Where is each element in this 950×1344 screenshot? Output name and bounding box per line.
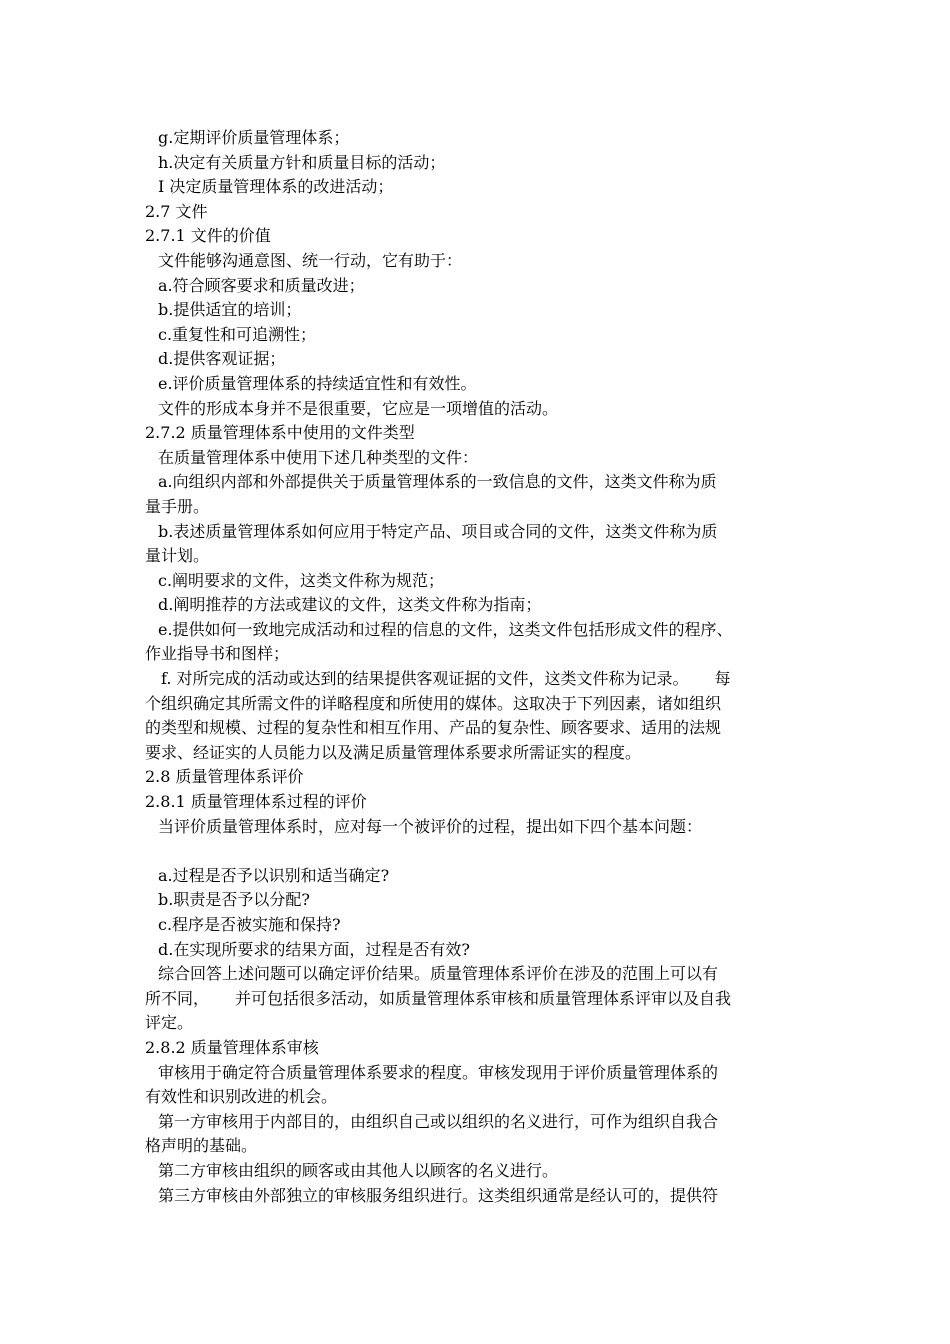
line-text: a.过程是否予以识别和适当确定? <box>158 865 390 885</box>
text-line <box>145 938 825 963</box>
text-line <box>145 126 825 151</box>
line-text: 有效性和识别改进的机会。 <box>145 1087 338 1107</box>
text-line <box>145 1011 825 1036</box>
line-text: 的类型和规模、过程的复杂性和相互作用、产品的复杂性、顾客要求、适用的法规 <box>145 718 722 738</box>
section-heading <box>145 421 825 446</box>
text-line <box>145 618 825 643</box>
line-text: 2.7.1 文件的价值 <box>145 226 271 246</box>
text-line <box>145 249 825 274</box>
line-text: b.职责是否予以分配? <box>158 890 310 910</box>
line-text: 量计划。 <box>145 546 210 566</box>
line-text: 要求、经证实的人员能力以及满足质量管理体系要求所需证实的程度。 <box>145 742 642 762</box>
text-line <box>145 692 825 717</box>
text-line <box>145 323 825 348</box>
line-text: 所不同， <box>145 988 210 1008</box>
line-text: 评定。 <box>145 1013 194 1033</box>
text-line <box>145 913 825 938</box>
text-line <box>145 1085 825 1110</box>
text-line <box>145 298 825 323</box>
line-text: d.提供客观证据； <box>158 349 286 369</box>
line-text: h.决定有关质量方针和质量目标的活动； <box>158 152 446 172</box>
line-text-continuation: 每 <box>714 669 731 689</box>
text-line <box>145 372 825 397</box>
line-text: d.阐明推荐的方法或建议的文件，这类文件称为指南； <box>158 595 542 615</box>
line-text: 综合回答上述问题可以确定评价结果。质量管理体系评价在涉及的范围上可以有 <box>158 964 719 984</box>
line-text: 2.7.2 质量管理体系中使用的文件类型 <box>145 423 415 443</box>
text-line <box>145 741 825 766</box>
line-text: b.表述质量管理体系如何应用于特定产品、项目或合同的文件，这类文件称为质 <box>158 521 718 541</box>
line-text: 量手册。 <box>145 496 210 516</box>
line-text: g.定期评价质量管理体系； <box>158 128 350 147</box>
line-text: 作业指导书和图样； <box>145 644 290 664</box>
line-text: 审核用于确定符合质量管理体系要求的程度。审核发现用于评价质量管理体系的 <box>158 1062 719 1082</box>
section-heading <box>145 790 825 815</box>
line-text: 2.8.1 质量管理体系过程的评价 <box>145 792 367 812</box>
section-heading <box>145 200 825 225</box>
line-text: 文件能够沟通意图、统一行动，它有助于： <box>158 250 463 270</box>
line-text: e.评价质量管理体系的持续适宜性和有效性。 <box>158 373 477 393</box>
text-line <box>145 544 825 569</box>
line-text: 文件的形成本身并不是很重要，它应是一项增值的活动。 <box>158 398 559 418</box>
text-line <box>145 347 825 372</box>
text-line <box>145 864 825 889</box>
line-text: 第三方审核由外部独立的审核服务组织进行。这类组织通常是经认可的，提供符 <box>158 1185 719 1205</box>
text-line <box>145 642 825 667</box>
text-line <box>145 1184 825 1209</box>
text-line <box>145 716 825 741</box>
line-text: 第二方审核由组织的顾客或由其他人以顾客的名义进行。 <box>158 1160 559 1180</box>
text-line <box>145 962 825 987</box>
text-line <box>145 495 825 520</box>
text-line <box>145 667 825 692</box>
text-line <box>145 274 825 299</box>
text-line <box>145 470 825 495</box>
text-line <box>145 888 825 913</box>
text-line <box>145 520 825 545</box>
text-line <box>145 569 825 594</box>
line-text-continuation: 并可包括很多活动，如质量管理体系审核和质量管理体系评审以及自我 <box>235 988 732 1008</box>
line-text: c.重复性和可追溯性； <box>158 324 317 344</box>
text-line <box>145 1110 825 1135</box>
line-text: 2.8 质量管理体系评价 <box>145 767 304 787</box>
document-body <box>145 126 825 1208</box>
line-text: 格声明的基础。 <box>145 1136 258 1156</box>
text-line <box>145 987 825 1012</box>
line-text: a.向组织内部和外部提供关于质量管理体系的一致信息的文件，这类文件称为质 <box>158 472 717 492</box>
line-text: d.在实现所要求的结果方面，过程是否有效? <box>158 939 470 959</box>
text-line <box>145 1134 825 1159</box>
text-line <box>145 446 825 471</box>
line-text: 2.8.2 质量管理体系审核 <box>145 1037 319 1057</box>
line-text: c.程序是否被实施和保持? <box>158 915 341 934</box>
section-heading <box>145 224 825 249</box>
text-line <box>145 1061 825 1086</box>
line-text: f. 对所完成的活动或达到的结果提供客观证据的文件，这类文件称为记录。 <box>161 669 689 689</box>
blank-line <box>145 839 825 864</box>
section-heading <box>145 1036 825 1061</box>
text-line <box>145 815 825 840</box>
text-line <box>145 175 825 200</box>
text-line <box>145 397 825 422</box>
line-text: e.提供如何一致地完成活动和过程的信息的文件，这类文件包括形成文件的程序、 <box>158 619 733 639</box>
line-text: b.提供适宜的培训； <box>158 300 302 320</box>
line-text: 当评价质量管理体系时，应对每一个被评价的过程，提出如下四个基本问题： <box>158 816 703 836</box>
line-text: 2.7 文件 <box>145 201 208 221</box>
text-line <box>145 593 825 618</box>
line-text: 在质量管理体系中使用下述几种类型的文件： <box>158 447 479 467</box>
line-text: a.符合顾客要求和质量改进； <box>158 275 365 295</box>
line-text: 个组织确定其所需文件的详略程度和所使用的媒体。这取决于下列因素，诸如组织 <box>145 693 722 713</box>
text-line <box>145 151 825 176</box>
section-heading <box>145 765 825 790</box>
line-text: 第一方审核用于内部目的，由组织自己或以组织的名义进行，可作为组织自我合 <box>158 1111 719 1131</box>
line-text: I 决定质量管理体系的改进活动； <box>158 177 394 197</box>
text-line <box>145 1159 825 1184</box>
line-text: c.阐明要求的文件，这类文件称为规范； <box>158 570 445 590</box>
